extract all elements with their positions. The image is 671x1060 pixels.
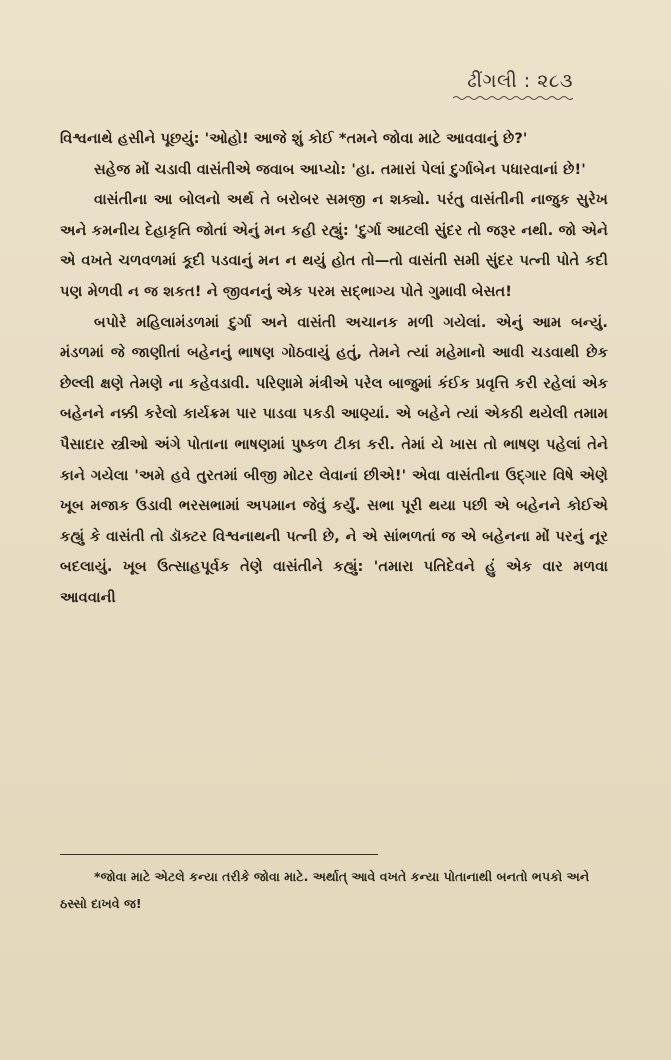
paragraph-1: વિશ્વનાથે હસીને પૂછયું: 'ઓહો! આજે શું કોઈ *તમને જોવા માટે આવવાનું છે?' <box>60 130 528 147</box>
main-text <box>60 124 608 614</box>
header-squiggle-ornament <box>453 94 573 102</box>
running-title: ઢીંગલી : ૨૮૩ <box>467 70 573 92</box>
paragraph-3: વાસંતીના આ બોલનો અર્થ તે બરોબર સમજી ન શક્યો. પરંતુ વાસંતીની નાજુક સુરેખ અને કમનીય દેહાકૃતિ જોતાં એનું મન કહી રહ્યું: 'દુર્ગા આટલી સુંદર તો જરૂર નથી. જો એને એ વખતે ચળવળમાં કૂદી પડવાનું મન ન થયું હોત તો—તો વાસંતી સમી સુંદર પત્ની પોતે કદી પણ મેળવી ન જ શકત! ને જીવનનું એક પરમ સદ્‌ભાગ્ય પોતે ગુમાવી બેસત! <box>60 191 608 300</box>
paragraph-2: સહેજ મોં ચડાવી વાસંતીએ જવાબ આપ્યો: 'હા. તમારાં પેલાં દુર્ગાબેન પધારવાનાં છે!' <box>94 160 586 178</box>
footnote-divider <box>60 854 378 855</box>
page-header-block <box>453 70 573 102</box>
paragraph-4: બપોરે મહિલામંડળમાં દુર્ગા અને વાસંતી અચાનક મળી ગયેલાં. એનું આમ બન્યું. મંડળમાં જે જાણીતાં બહેનનું ભાષણ ગોઠવાયું હતું, તેમને ત્યાં મહેમાનો આવી ચડવાથી છેક છેલ્લી ક્ષણે તેમણે ના કહેવડાવી. પરિણામે મંત્રીએ પરેલ બાજુમાં કંઈક પ્રવૃત્તિ કરી રહેલાં એક બહેનને નક્કી કરેલો કાર્યક્રમ પાર પાડવા પકડી આણ્યાં. એ બહેને ત્યાં એકઠી થયેલી તમામ પૈસાદાર સ્ત્રીઓ અંગે પોતાના ભાષણમાં પુષ્કળ ટીકા કરી. તેમાં યે ખાસ તો ભાષણ પહેલાં તેને કાને ગયેલા 'અમે હવે તુરતમાં બીજી મોટર લેવાનાં છીએ!' એવા વાસંતીના ઉદ્‌ગાર વિષે એણે ખૂબ મજાક ઉડાવી ભરસભામાં અપમાન જેવું કર્યું. સભા પૂરી થયા પછી એ બહેનને કોઈએ કહ્યું કે વાસંતી તો ડૉક્ટર વિશ્વનાથની પત્ની છે, ને એ સાંભળતાં જ એ બહેનના મોં પરનું નૂર બદલાયું. ખૂબ ઉત્સાહપૂર્વક તેણે વાસંતીને કહ્યું: 'તમારા પતિદેવને હું એક વાર મળવા આવવાની <box>60 313 608 606</box>
footnote: *જોવા માટે એટલે કન્યા તરીકે જોવા માટે. અર્થાત્ આવે વખતે કન્યા પોતાનાથી બનતો ભપકો અને ઠસ્સો દાખવે જ! <box>60 869 590 911</box>
